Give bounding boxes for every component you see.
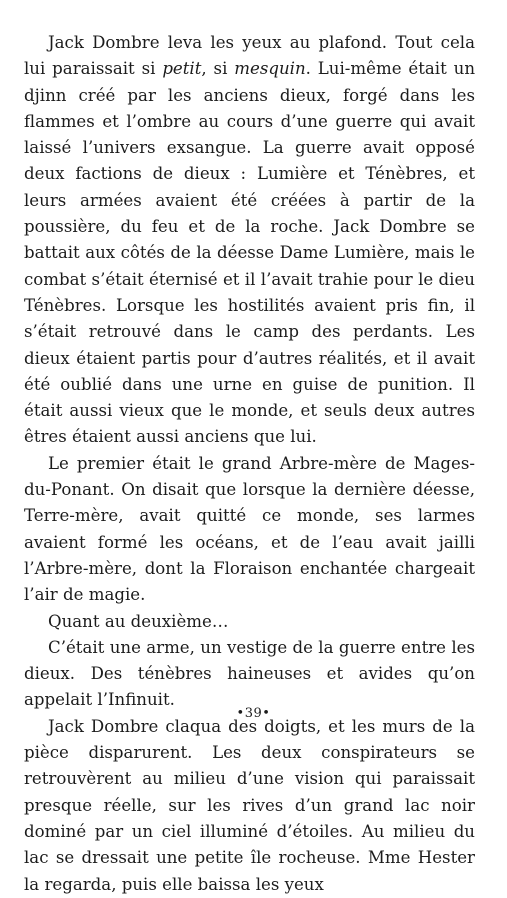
italic-word-petit: petit [162,59,202,79]
paragraph-3: Quant au deuxième… [48,611,229,631]
italic-word-mesquin: mesquin [234,59,306,79]
paragraph-1-part-2: , si [201,59,235,79]
paragraph-4: C’était une arme, un vestige de la guerre entre les dieux. Des ténèbres haineuses et avides qu’on appelait l’Infinuit. [24,637,475,710]
body-text [24,30,475,898]
paragraph-1-part-3: . Lui-même était un djinn créé par les anciens dieux, forgé dans les flammes et l’ombre au cours d’une guerre qui avait laissé l’univers exsangue. La guerre avait opposé deux factions de dieux : Lumière et Ténèbres, et leurs armées avaient été créées à partir de la poussière, du feu et de la roche. Jack Dombre se battait aux côtés de la déesse Dame Lumière, mais le combat s’était éternisé et il l’avait trahie pour le dieu Ténèbres. Lorsque les hostilités avaient pris fin, il s’était retrouvé dans le camp des perdants. Les dieux étaient partis pour d’autres réalités, et il avait été oublié dans une urne en guise de punition. Il était aussi vieux que le monde, et seuls deux autres êtres étaient aussi anciens que lui. [24,59,476,447]
paragraph-1-part-1: Jack Dombre leva les yeux au plafond. Tout cela lui paraissait si [24,33,475,79]
paragraph-5: Jack Dombre claqua des doigts, et les murs de la pièce disparurent. Les deux conspirateurs se retrouvèrent au milieu d’une vision qui paraissait presque réelle, sur les rives d’un grand lac noir dominé par un ciel illuminé d’étoiles. Au milieu du lac se dressait une petite île rocheuse. Mme Hester la regarda, puis elle baissa les yeux [24,716,475,894]
page-number: •39• [236,706,271,721]
paragraph-1 [24,30,475,451]
paragraph-2: Le premier était le grand Arbre-mère de Mages-du-Ponant. On disait que lorsque la dernière déesse, Terre-mère, avait quitté ce monde, ses larmes avaient formé les océans, et de l’eau avait jailli l’Arbre-mère, dont la Floraison enchantée chargeait l’air de magie. [24,453,475,605]
